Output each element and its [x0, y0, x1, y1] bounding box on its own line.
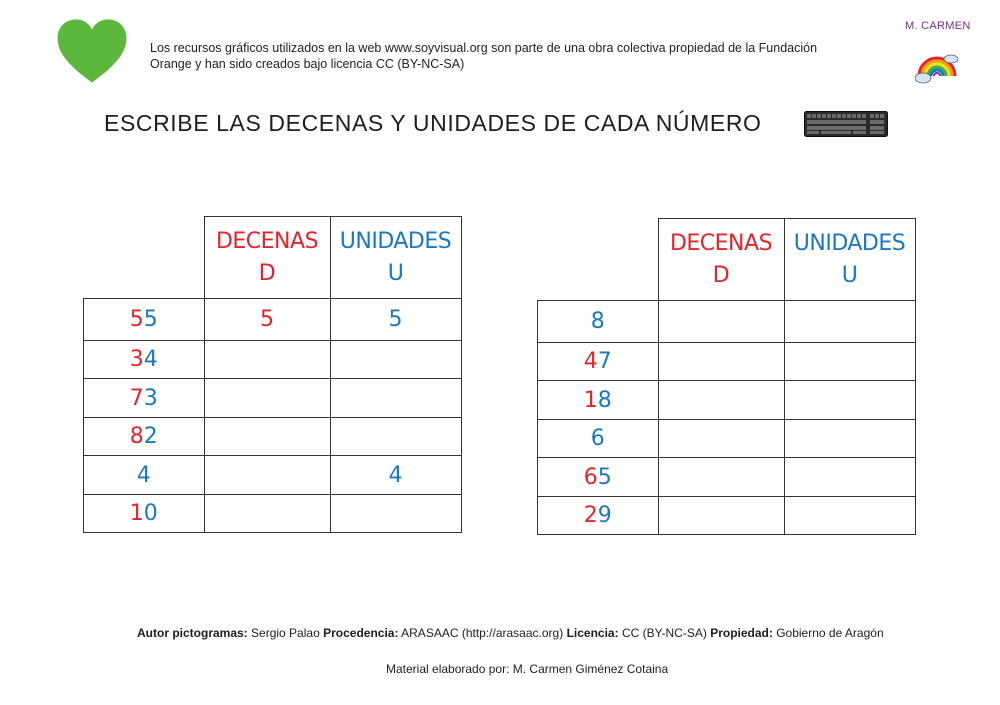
unidades-answer-cell[interactable] [784, 420, 915, 458]
number-cell [538, 301, 659, 343]
tens-digit: 1 [583, 387, 598, 413]
table-row [84, 456, 462, 495]
licencia-label: Licencia: [566, 626, 619, 640]
header-decenas-letter: D [258, 260, 276, 286]
page-title: ESCRIBE LAS DECENAS Y UNIDADES DE CADA NÚMERO [104, 110, 762, 136]
header-decenas-word: DECENAS [669, 230, 773, 256]
header-decenas [658, 219, 784, 301]
units-digit: 4 [143, 347, 158, 372]
decenas-answer-cell[interactable] [204, 495, 330, 533]
author-tag: M. CARMEN [905, 20, 971, 32]
tens-digit: 5 [129, 307, 144, 332]
unidades-answer-cell[interactable]: 5 [330, 299, 461, 341]
tens-digit: 2 [583, 503, 598, 528]
units-digit: 7 [597, 349, 612, 374]
decenas-answer-cell[interactable] [658, 420, 784, 458]
unidades-answer-cell[interactable] [784, 343, 915, 381]
number-cell [84, 495, 205, 533]
header-unidades-letter: U [387, 260, 404, 286]
tens-digit: 8 [129, 424, 144, 449]
procedencia-label: Procedencia: [323, 626, 399, 640]
unidades-answer-cell[interactable] [784, 381, 915, 420]
table-row [84, 495, 462, 533]
number-cell [84, 456, 205, 495]
unidades-answer-cell[interactable]: 4 [330, 456, 461, 495]
decenas-answer-cell[interactable] [658, 497, 784, 535]
units-digit: 2 [143, 424, 158, 449]
table-row [538, 420, 916, 458]
header-unidades-word: UNIDADES [339, 228, 452, 254]
number-cell [538, 381, 659, 420]
decenas-answer-cell[interactable] [658, 458, 784, 497]
header-unidades-word: UNIDADES [793, 230, 906, 256]
units-digit: 5 [597, 464, 612, 490]
units-digit: 8 [597, 387, 612, 413]
unidades-answer-cell[interactable] [330, 495, 461, 533]
table-row [84, 379, 462, 418]
credits-line-2: Orange y han sido creados bajo licencia CC (BY-NC-SA) [150, 57, 465, 71]
header-corner-cell [84, 217, 205, 299]
place-value-table-right [537, 218, 916, 535]
units-digit: 6 [590, 426, 605, 451]
units-digit: 9 [597, 503, 612, 528]
number-cell [538, 497, 659, 535]
decenas-answer-cell[interactable] [204, 379, 330, 418]
procedencia-value: ARASAAC (http://arasaac.org) [401, 626, 564, 640]
decenas-answer-cell[interactable] [204, 456, 330, 495]
number-cell [84, 379, 205, 418]
decenas-answer-cell[interactable] [658, 343, 784, 381]
number-cell [84, 341, 205, 379]
tens-digit: 4 [583, 349, 598, 374]
unidades-answer-cell[interactable] [330, 341, 461, 379]
credits-line-1: Los recursos gráficos utilizados en la web www.soyvisual.org son parte de una obra colectiva propiedad de la Fundación [150, 41, 818, 55]
number-cell [84, 299, 205, 341]
unidades-answer-cell[interactable] [784, 497, 915, 535]
table-row [84, 341, 462, 379]
unidades-answer-cell[interactable] [330, 379, 461, 418]
units-digit: 3 [143, 385, 158, 411]
units-digit: 0 [143, 501, 158, 526]
units-digit: 8 [590, 309, 605, 334]
decenas-answer-cell[interactable] [204, 418, 330, 456]
pictogram-credits [137, 626, 884, 640]
header-decenas-word: DECENAS [215, 228, 319, 254]
unidades-answer-cell[interactable] [784, 301, 915, 343]
number-cell [538, 458, 659, 497]
decenas-answer-cell[interactable] [658, 381, 784, 420]
autor-label: Autor pictogramas: [137, 626, 248, 640]
header-decenas-letter: D [712, 262, 730, 288]
tens-digit: 1 [129, 501, 144, 526]
header-unidades [784, 219, 915, 301]
table-row [84, 299, 462, 341]
table-row [538, 497, 916, 535]
unidades-answer-cell[interactable] [330, 418, 461, 456]
tens-digit: 6 [583, 464, 598, 490]
table-header-row [84, 217, 462, 299]
header-decenas [204, 217, 330, 299]
licencia-value: CC (BY-NC-SA) [621, 626, 707, 640]
table-row [538, 301, 916, 343]
number-cell [538, 343, 659, 381]
tens-digit: 3 [129, 347, 144, 372]
autor-value: Sergio Palao [251, 626, 320, 640]
propiedad-value: Gobierno de Aragón [776, 626, 884, 640]
decenas-answer-cell[interactable]: 5 [204, 299, 330, 341]
number-cell [84, 418, 205, 456]
table-row [538, 343, 916, 381]
header-corner-cell [538, 219, 659, 301]
table-row [538, 381, 916, 420]
header-unidades-letter: U [841, 262, 858, 288]
table-row [538, 458, 916, 497]
keyboard-icon [804, 111, 888, 137]
units-digit: 5 [143, 307, 158, 332]
tens-digit: 7 [129, 385, 144, 411]
header-unidades [330, 217, 461, 299]
decenas-answer-cell[interactable] [658, 301, 784, 343]
heart-icon [56, 18, 128, 84]
rainbow-cloud-icon [915, 46, 959, 84]
place-value-table-left [83, 216, 462, 533]
table-header-row [538, 219, 916, 301]
credits-text [150, 40, 870, 72]
unidades-answer-cell[interactable] [784, 458, 915, 497]
units-digit: 4 [136, 462, 151, 488]
table-row [84, 418, 462, 456]
number-cell [538, 420, 659, 458]
material-credit: Material elaborado por: M. Carmen Giménez Cotaina [386, 662, 669, 676]
propiedad-label: Propiedad: [710, 626, 773, 640]
decenas-answer-cell[interactable] [204, 341, 330, 379]
